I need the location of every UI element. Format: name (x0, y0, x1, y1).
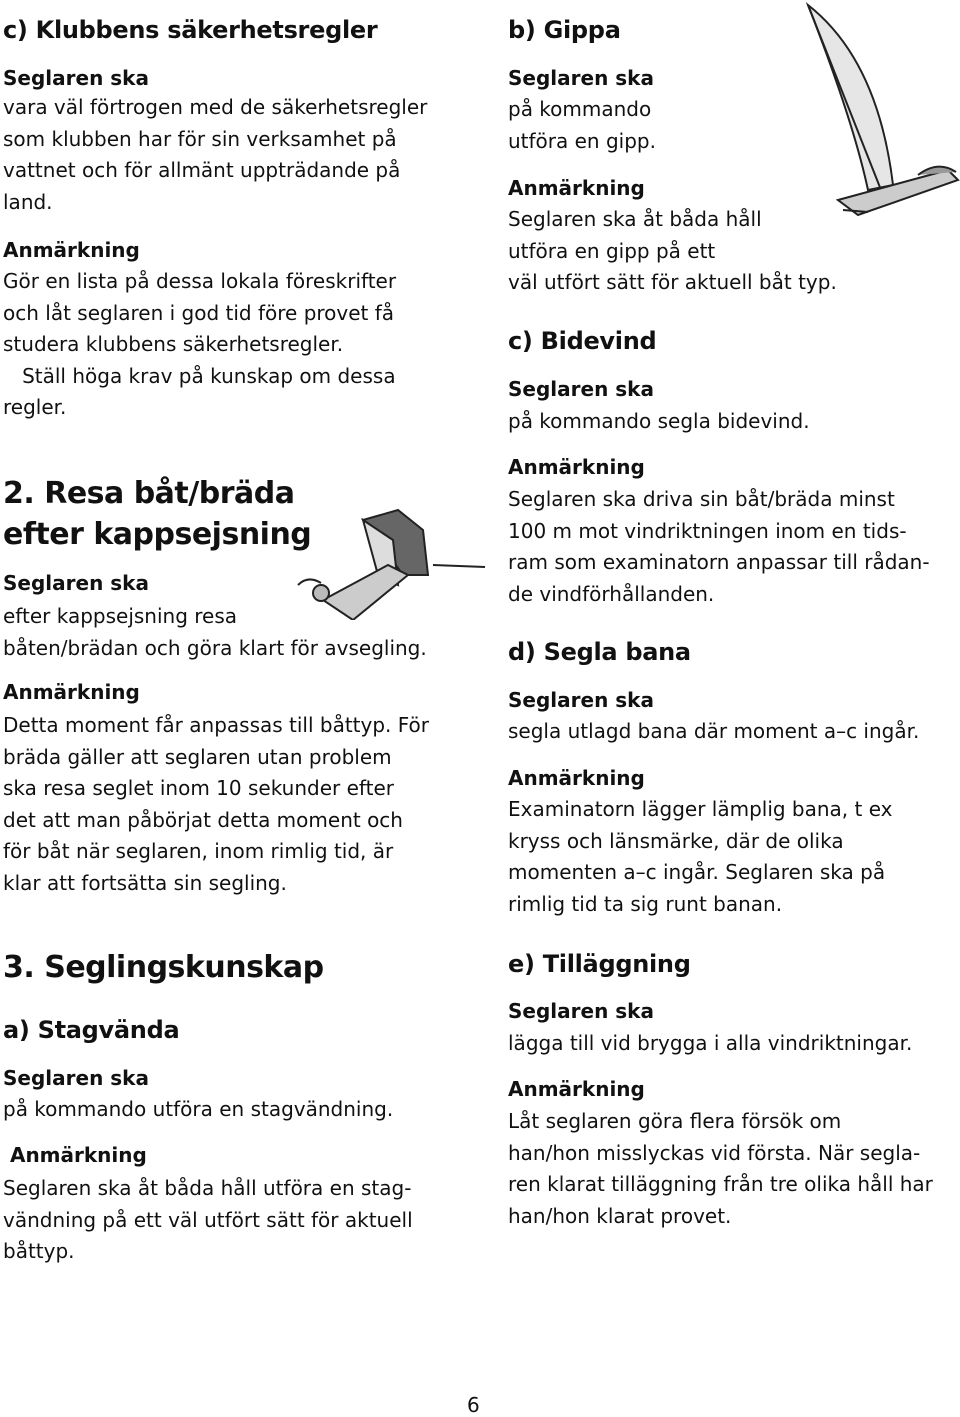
section-e-note-label: Anmärkning (508, 1077, 645, 1101)
section-b-text: på kommando utföra en gipp. (508, 97, 656, 153)
section-bidevind-note-label: Anmärkning (508, 455, 645, 479)
section-b-label: Seglaren ska (508, 66, 654, 90)
section-2-note: Detta moment får anpassas till båttyp. För bräda gäller att seglaren utan problem ska resa seglet inom 10 sekunder efter det att man påbörjat detta moment och för båt när seglaren, inom rimlig tid, är klar att fortsätta sin segling. (3, 713, 430, 895)
section-c-text: vara väl förtrogen med de säkerhetsregler som klubben har för sin verksamhet på vattnet och för allmänt uppträdande på land. (3, 95, 428, 214)
section-bidevind-heading: c) Bidevind (508, 327, 657, 355)
section-a-text: på kommando utföra en stagvändning. (3, 1097, 394, 1121)
section-d-label: Seglaren ska (508, 688, 654, 712)
section-a-note-label: Anmärkning (3, 1143, 147, 1167)
section-d-note: Examinatorn lägger lämplig bana, t ex kryss och länsmärke, där de olika momenten a–c ingår. Seglaren ska på rimlig tid ta sig runt banan. (508, 797, 893, 916)
section-bidevind-note: Seglaren ska driva sin båt/bräda minst 100 m mot vindriktningen inom en tids- ram som examinatorn anpassar till rådan- de vindförhållanden. (508, 487, 930, 606)
section-b-heading: b) Gippa (508, 16, 621, 44)
section-a-heading: a) Stagvända (3, 1016, 180, 1044)
section-bidevind-label: Seglaren ska (508, 377, 654, 401)
section-2-label: Seglaren ska (3, 571, 149, 595)
section-c-heading: c) Klubbens säkerhetsregler (3, 16, 378, 44)
section-c-note: Gör en lista på dessa lokala föreskrifter och låt seglaren i god tid före provet få studera klubbens säkerhetsregler. Ställ höga krav på kunskap om dessa regler. (3, 269, 397, 419)
section-b-note-label: Anmärkning (508, 176, 645, 200)
section-e-note: Låt seglaren göra flera försök om han/hon misslyckas vid första. När segla- ren klarat tilläggning från tre olika håll har han/hon klarat provet. (508, 1109, 933, 1228)
section-2-text: efter kappsejsning resa båten/brädan och göra klart för avsegling. (3, 604, 427, 660)
section-d-text: segla utlagd bana där moment a–c ingår. (508, 719, 920, 743)
section-bidevind-text: på kommando segla bidevind. (508, 409, 810, 433)
section-e-text: lägga till vid brygga i alla vindriktningar. (508, 1031, 913, 1055)
section-a-note: Seglaren ska åt båda håll utföra en stag- vändning på ett väl utfört sätt för aktuell båttyp. (3, 1176, 413, 1263)
section-b-note: Seglaren ska åt båda håll utföra en gipp på ett väl utfört sätt för aktuell båt typ. (508, 207, 837, 294)
page-number: 6 (467, 1393, 480, 1417)
section-a-label: Seglaren ska (3, 1066, 149, 1090)
section-c-note-label: Anmärkning (3, 238, 140, 262)
section-2-heading-line2: efter kappsejsning (3, 517, 312, 552)
section-2-heading-line1: 2. Resa båt/bräda (3, 476, 295, 511)
section-2-note-label: Anmärkning (3, 680, 140, 704)
sailboard-illustration (798, 0, 960, 230)
section-c-label: Seglaren ska (3, 66, 149, 90)
section-d-heading: d) Segla bana (508, 638, 691, 666)
section-3-heading: 3. Seglingskunskap (3, 950, 324, 985)
section-e-heading: e) Tilläggning (508, 950, 691, 978)
section-d-note-label: Anmärkning (508, 766, 645, 790)
section-e-label: Seglaren ska (508, 999, 654, 1023)
